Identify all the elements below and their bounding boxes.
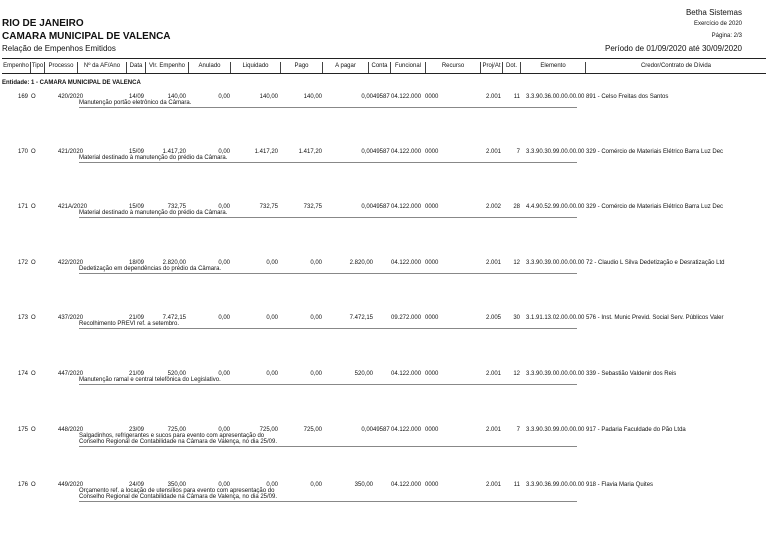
report-title: Relação de Empenhos Emitidos bbox=[2, 44, 116, 53]
allocation-code: 11 bbox=[513, 482, 520, 488]
liquidated-value: 0,00 bbox=[266, 260, 278, 266]
to-pay-value: 0,00 bbox=[361, 149, 373, 155]
annulled-value: 0,00 bbox=[218, 427, 230, 433]
process-number: 421/2020 bbox=[58, 149, 84, 155]
to-pay-value: 0,00 bbox=[361, 204, 373, 210]
resource-code: 0000 bbox=[425, 371, 439, 377]
process-number: 449/2020 bbox=[58, 482, 84, 488]
paid-value: 0,00 bbox=[310, 371, 322, 377]
liquidated-value: 140,00 bbox=[259, 94, 278, 100]
empenho-description-continued: Conselho Regional de Contabilidade na Câmara de Valença, no dia 25/09. bbox=[79, 439, 278, 445]
process-number: 437/2020 bbox=[58, 315, 84, 321]
paid-value: 732,75 bbox=[303, 204, 322, 210]
annulled-value: 0,00 bbox=[218, 149, 230, 155]
resource-code: 0000 bbox=[425, 482, 439, 488]
row-separator bbox=[79, 217, 577, 218]
empenho-type: O bbox=[31, 315, 36, 321]
page-number: Página: 2/3 bbox=[711, 33, 742, 39]
liquidated-value: 0,00 bbox=[266, 482, 278, 488]
to-pay-value: 520,00 bbox=[354, 371, 373, 377]
project-code: 2.001 bbox=[485, 482, 501, 488]
empenho-description: Manutenção portão eletrônico da Câmara. bbox=[79, 100, 192, 106]
element-code: 3.3.90.36.00.00.00.00 bbox=[526, 94, 585, 100]
header-col-a-pagar: A pagar bbox=[322, 62, 368, 73]
paid-value: 1.417,20 bbox=[298, 149, 322, 155]
functional-code: 04.122.000 bbox=[391, 427, 422, 433]
empenho-value: 725,00 bbox=[167, 427, 186, 433]
empenho-date: 23/09 bbox=[128, 427, 144, 433]
empenho-value: 2.820,00 bbox=[162, 260, 186, 266]
allocation-code: 12 bbox=[513, 260, 520, 266]
element-code: 3.3.90.39.00.00.00.00 bbox=[526, 260, 585, 266]
empenho-description: Material destinado à manutenção do prédio da Câmara. bbox=[79, 210, 228, 216]
functional-code: 04.122.000 bbox=[391, 94, 422, 100]
project-code: 2.001 bbox=[485, 94, 501, 100]
liquidated-value: 725,00 bbox=[259, 427, 278, 433]
allocation-code: 30 bbox=[513, 315, 520, 321]
empenho-type: O bbox=[31, 204, 36, 210]
liquidated-value: 1.417,20 bbox=[254, 149, 278, 155]
header-col-conta: Conta bbox=[368, 62, 390, 73]
element-code: 3.3.90.39.00.00.00.00 bbox=[526, 371, 585, 377]
exercise-year: Exercício de 2020 bbox=[693, 21, 742, 27]
empenho-number: 171 bbox=[17, 204, 28, 210]
allocation-code: 7 bbox=[516, 149, 520, 155]
element-code: 3.3.90.36.99.00.00.00 bbox=[526, 482, 585, 488]
creditor-name: 72 - Claudio L Silva Dedetização e Desratização Ltd bbox=[586, 260, 725, 266]
empenho-value: 7.472,15 bbox=[162, 315, 186, 321]
state-title: RIO DE JANEIRO bbox=[2, 18, 84, 29]
paid-value: 725,00 bbox=[303, 427, 322, 433]
entity-label: Entidade: 1 - CAMARA MUNICIPAL DE VALENCA bbox=[2, 80, 141, 86]
empenho-number: 169 bbox=[17, 94, 28, 100]
empenho-type: O bbox=[31, 371, 36, 377]
creditor-name: 891 - Celso Freitas dos Santos bbox=[586, 94, 669, 100]
resource-code: 0000 bbox=[425, 260, 439, 266]
row-separator bbox=[79, 328, 577, 329]
creditor-name: 918 - Flavia Maria Quites bbox=[586, 482, 654, 488]
annulled-value: 0,00 bbox=[218, 371, 230, 377]
header-col-recurso: Recurso bbox=[425, 62, 480, 73]
annulled-value: 0,00 bbox=[218, 94, 230, 100]
process-number: 422/2020 bbox=[58, 260, 84, 266]
empenho-date: 21/09 bbox=[128, 315, 144, 321]
system-name: Betha Sistemas bbox=[685, 8, 742, 17]
element-code: 3.3.90.30.99.00.00.00 bbox=[526, 149, 585, 155]
functional-code: 04.122.000 bbox=[391, 482, 422, 488]
empenho-value: 350,00 bbox=[167, 482, 186, 488]
organization-title: CAMARA MUNICIPAL DE VALENCA bbox=[2, 31, 171, 42]
annulled-value: 0,00 bbox=[218, 315, 230, 321]
account-code: 49587 bbox=[373, 427, 390, 433]
project-code: 2.001 bbox=[485, 260, 501, 266]
creditor-name: 329 - Comércio de Materiais Elétrico Barra Luz Dec bbox=[586, 204, 724, 210]
allocation-code: 12 bbox=[513, 371, 520, 377]
project-code: 2.005 bbox=[485, 315, 501, 321]
annulled-value: 0,00 bbox=[218, 482, 230, 488]
header-col-empenho: Empenho bbox=[3, 63, 29, 69]
header-col-elemento: Elemento bbox=[520, 62, 585, 73]
to-pay-value: 0,00 bbox=[361, 427, 373, 433]
resource-code: 0000 bbox=[425, 204, 439, 210]
empenho-type: O bbox=[31, 149, 36, 155]
row-separator bbox=[79, 501, 577, 502]
empenho-number: 175 bbox=[17, 427, 28, 433]
creditor-name: 576 - Inst. Munic Previd. Social Serv. Públicos Valer bbox=[586, 315, 724, 321]
creditor-name: 339 - Sebastião Valdenir dos Reis bbox=[586, 371, 677, 377]
functional-code: 09.272.000 bbox=[391, 315, 422, 321]
account-code: 49587 bbox=[373, 204, 390, 210]
header-col-dot: Dot. bbox=[502, 62, 520, 73]
annulled-value: 0,00 bbox=[218, 260, 230, 266]
resource-code: 0000 bbox=[425, 315, 439, 321]
annulled-value: 0,00 bbox=[218, 204, 230, 210]
creditor-name: 329 - Comércio de Materiais Elétrico Barra Luz Dec bbox=[586, 149, 724, 155]
project-code: 2.001 bbox=[485, 149, 501, 155]
paid-value: 0,00 bbox=[310, 315, 322, 321]
empenho-value: 520,00 bbox=[167, 371, 186, 377]
project-code: 2.001 bbox=[485, 371, 501, 377]
header-col-tipo: Tipo bbox=[30, 62, 44, 73]
project-code: 2.002 bbox=[485, 204, 501, 210]
empenho-number: 174 bbox=[17, 371, 28, 377]
empenho-type: O bbox=[31, 94, 36, 100]
empenho-date: 18/09 bbox=[128, 260, 144, 266]
row-separator bbox=[79, 273, 577, 274]
allocation-code: 28 bbox=[513, 204, 520, 210]
process-number: 447/2020 bbox=[58, 371, 84, 377]
empenho-type: O bbox=[31, 260, 36, 266]
empenho-description: Orçamento ref. a locação de utensílios para evento com apresentação do bbox=[79, 488, 275, 494]
empenho-date: 15/09 bbox=[128, 149, 144, 155]
functional-code: 04.122.000 bbox=[391, 149, 422, 155]
account-code: 49587 bbox=[373, 149, 390, 155]
empenho-number: 176 bbox=[17, 482, 28, 488]
project-code: 2.001 bbox=[485, 427, 501, 433]
empenho-type: O bbox=[31, 482, 36, 488]
header-col-liquidado: Liquidado bbox=[230, 62, 280, 73]
to-pay-value: 7.472,15 bbox=[349, 315, 373, 321]
allocation-code: 11 bbox=[513, 94, 520, 100]
row-separator bbox=[79, 107, 577, 108]
empenho-description-continued: Conselho Regional de Contabilidade na Câmara de Valença, no dia 25/09. bbox=[79, 494, 278, 500]
row-separator bbox=[79, 446, 577, 447]
empenho-value: 732,75 bbox=[167, 204, 186, 210]
creditor-name: 917 - Padaria Faculdade do Pão Ltda bbox=[586, 427, 686, 433]
liquidated-value: 732,75 bbox=[259, 204, 278, 210]
process-number: 448/2020 bbox=[58, 427, 84, 433]
header-col-processo: Processo bbox=[44, 62, 77, 73]
empenho-number: 173 bbox=[17, 315, 28, 321]
header-col-funcional: Funcional bbox=[390, 62, 425, 73]
to-pay-value: 0,00 bbox=[361, 94, 373, 100]
paid-value: 140,00 bbox=[303, 94, 322, 100]
resource-code: 0000 bbox=[425, 149, 439, 155]
row-separator bbox=[79, 162, 577, 163]
header-col-anulado: Anulado bbox=[188, 62, 230, 73]
empenho-description: Dedetização em dependências do prédio da Câmara. bbox=[79, 266, 222, 272]
header-col-credor: Credor/Contrato de Dívida bbox=[585, 62, 766, 73]
functional-code: 04.122.000 bbox=[391, 260, 422, 266]
empenho-type: O bbox=[31, 427, 36, 433]
paid-value: 0,00 bbox=[310, 482, 322, 488]
to-pay-value: 350,00 bbox=[354, 482, 373, 488]
empenho-value: 1.417,20 bbox=[162, 149, 186, 155]
allocation-code: 7 bbox=[516, 427, 520, 433]
empenho-value: 140,00 bbox=[167, 94, 186, 100]
header-col-data: Data bbox=[126, 62, 145, 73]
element-code: 4.4.90.52.99.00.00.00 bbox=[526, 204, 585, 210]
functional-code: 04.122.000 bbox=[391, 371, 422, 377]
row-separator bbox=[79, 384, 577, 385]
header-bottom-rule bbox=[2, 73, 766, 74]
empenho-number: 172 bbox=[17, 260, 28, 266]
paid-value: 0,00 bbox=[310, 260, 322, 266]
header-col-vlr-empenho: Vlr. Empenho bbox=[145, 62, 188, 73]
empenho-number: 170 bbox=[17, 149, 28, 155]
process-number: 420/2020 bbox=[58, 94, 84, 100]
resource-code: 0000 bbox=[425, 427, 439, 433]
header-col-proj-at: Proj/At bbox=[480, 62, 502, 73]
header-col-af-ano: Nº da AF/Ano bbox=[77, 62, 126, 73]
empenho-date: 15/09 bbox=[128, 204, 144, 210]
empenho-date: 14/09 bbox=[128, 94, 144, 100]
empenho-description: Manutenção ramal e central telefônica do Legislativo. bbox=[79, 377, 221, 383]
empenho-description: Recolhimento PREVI ref. a setembro. bbox=[79, 321, 180, 327]
empenho-description: Salgadinhos, refrigerantes e sucos para evento com apresentação do bbox=[79, 433, 265, 439]
header-col-pago: Pago bbox=[280, 62, 322, 73]
header-top-rule bbox=[2, 58, 766, 59]
resource-code: 0000 bbox=[425, 94, 439, 100]
empenho-date: 24/09 bbox=[128, 482, 144, 488]
element-code: 3.3.90.30.99.00.00.00 bbox=[526, 427, 585, 433]
process-number: 421A/2020 bbox=[58, 204, 88, 210]
element-code: 3.1.91.13.02.00.00.00 bbox=[526, 315, 585, 321]
empenho-description: Material destinado à manutenção do prédio da Câmara. bbox=[79, 155, 228, 161]
empenho-date: 21/09 bbox=[128, 371, 144, 377]
account-code: 49587 bbox=[373, 94, 390, 100]
liquidated-value: 0,00 bbox=[266, 315, 278, 321]
to-pay-value: 2.820,00 bbox=[349, 260, 373, 266]
report-period: Período de 01/09/2020 até 30/09/2020 bbox=[604, 44, 742, 53]
functional-code: 04.122.000 bbox=[391, 204, 422, 210]
liquidated-value: 0,00 bbox=[266, 371, 278, 377]
